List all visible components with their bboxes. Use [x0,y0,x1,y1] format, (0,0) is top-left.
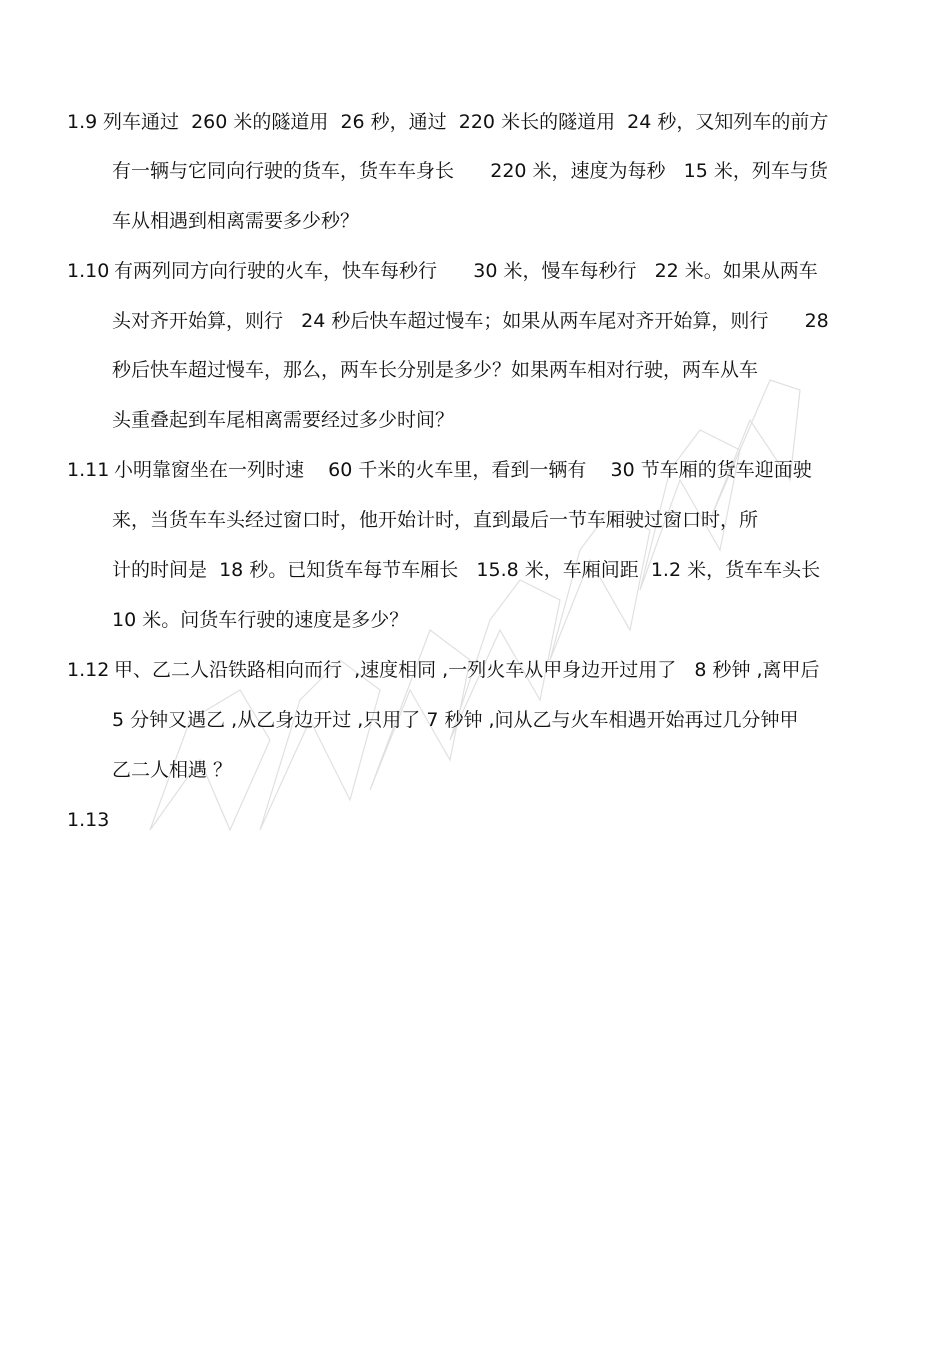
problem-text-line: 来，当货车车头经过窗口时，他开始计时，直到最后一节车厢驶过窗口时，所 [112,509,759,531]
problem-text-line: 车从相遇到相离需要多少秒？ [112,210,360,232]
problem-text-line: 5 分钟又遇乙 ,从乙身边开过 ,只用了 7 秒钟 ,问从乙与火车相遇开始再过几分钟甲 [112,709,799,731]
problem-number: 1.9 [67,111,98,133]
problem-text-line: 小明靠窗坐在一列时速 60 千米的火车里，看到一辆有 30 节车厢的货车迎面驶 [114,459,812,481]
problem-text-line: 计的时间是 18 秒。已知货车每节车厢长 15.8 米，车厢间距 1.2 米，货车车头长 [112,559,821,581]
problem-text-line: 头重叠起到车尾相离需要经过多少时间？ [112,409,455,431]
problem-text-line: 有一辆与它同向行驶的货车，货车车身长 220 米，速度为每秒 15 米，列车与货 [112,160,828,182]
problem-text-line: 头对齐开始算，则行 24 秒后快车超过慢车；如果从两车尾对齐开始算，则行 28 [112,310,829,332]
problem-text-line: 有两列同方向行驶的火车，快车每秒行 30 米，慢车每秒行 22 米。如果从两车 [114,260,818,282]
problem-number: 1.12 [67,659,110,681]
problem-number: 1.10 [67,260,110,282]
problem-number: 1.13 [67,809,110,831]
problem-text-line: 列车通过 260 米的隧道用 26 秒，通过 220 米长的隧道用 24 秒，又知列车的前方 [103,111,829,133]
problem-text-line: 甲、乙二人沿铁路相向而行 ,速度相同 ,一列火车从甲身边开过用了 8 秒钟 ,离甲后 [114,659,820,681]
problem-text-line: 秒后快车超过慢车，那么，两车长分别是多少？如果两车相对行驶，两车从车 [112,359,759,381]
problem-text-line: 10 米。问货车行驶的速度是多少？ [112,609,409,631]
problem-text-line: 乙二人相遇 ？ [112,759,233,781]
problem-number: 1.11 [67,459,110,481]
